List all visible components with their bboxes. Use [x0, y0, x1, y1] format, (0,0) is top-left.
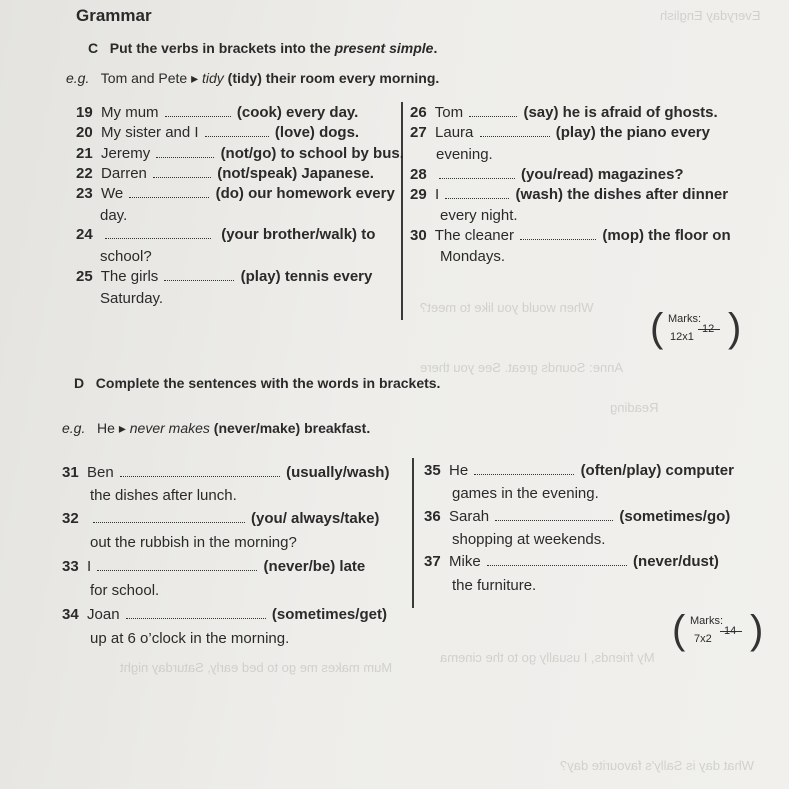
section-c-example: [66, 70, 439, 87]
exercise-item: 33 I (never/be) late: [62, 558, 366, 575]
arrow-icon: ▸: [118, 420, 126, 436]
answer-blank[interactable]: [93, 512, 245, 523]
answer-blank[interactable]: [129, 187, 209, 198]
bleed-through-text: Reading: [610, 400, 659, 415]
example-rest: (tidy) their room every morning.: [223, 70, 440, 86]
answer-blank[interactable]: [520, 229, 596, 240]
exercise-item: 24 (your brother/walk) to: [76, 226, 376, 243]
column-divider: [412, 458, 414, 608]
exercise-item: 22 Darren (not/speak) Japanese.: [76, 165, 374, 182]
exercise-item: 36 Sarah (sometimes/go): [424, 508, 731, 525]
section-d-example: [62, 420, 370, 437]
exercise-item: 20 My sister and I (love) dogs.: [76, 124, 360, 141]
section-c-instruction: [88, 40, 437, 56]
exercise-item-cont: every night.: [440, 207, 518, 224]
bracket-left-icon: (: [650, 306, 664, 350]
exercise-item-cont: Mondays.: [440, 248, 506, 265]
bleed-through-text: What day is Sally's favourite day?: [560, 758, 754, 773]
section-title: Grammar: [76, 6, 152, 25]
exercise-item: 26 Tom (say) he is afraid of ghosts.: [410, 104, 718, 121]
answer-blank[interactable]: [120, 466, 280, 477]
column-divider: [401, 102, 403, 320]
exercise-item: 29 I (wash) the dishes after dinner: [410, 186, 729, 203]
answer-blank[interactable]: [97, 560, 257, 571]
arrow-icon: ▸: [191, 70, 199, 86]
exercise-item-cont: games in the evening.: [452, 485, 599, 502]
answer-blank[interactable]: [480, 126, 550, 137]
section-c-letter: C: [88, 40, 99, 56]
exercise-item-cont: shopping at weekends.: [452, 531, 606, 548]
exercise-item-cont: day.: [100, 207, 128, 224]
answer-blank[interactable]: [126, 608, 266, 619]
answer-blank[interactable]: [439, 168, 515, 179]
exercise-item-cont: Saturday.: [100, 290, 164, 307]
exercise-item: 23 We (do) our homework every: [76, 185, 395, 202]
bleed-through-text: Anne: Sounds great. See you there: [420, 360, 624, 375]
exercise-item: 28 (you/read) magazines?: [410, 166, 684, 183]
answer-blank[interactable]: [469, 106, 517, 117]
example-subject: Tom and Pete: [100, 70, 192, 86]
marks-total: 12: [702, 323, 715, 335]
marks-total: 14: [724, 625, 737, 637]
bracket-right-icon: ): [750, 608, 764, 652]
marks-calc: 7x2: [694, 633, 712, 645]
answer-blank[interactable]: [164, 270, 234, 281]
answer-blank[interactable]: [474, 464, 574, 475]
marks-box-c: [650, 306, 742, 350]
answer-blank[interactable]: [205, 126, 269, 137]
exercise-item: 37 Mike (never/dust): [424, 553, 719, 570]
exercise-item: 30 The cleaner (mop) the floor on: [410, 227, 731, 244]
marks-label: Marks:: [668, 313, 701, 325]
bracket-right-icon: ): [728, 306, 742, 350]
section-c-tense: present simple: [334, 40, 434, 56]
example-label: e.g.: [66, 70, 90, 86]
answer-blank[interactable]: [445, 188, 509, 199]
example-label: e.g.: [62, 420, 86, 436]
exercise-item-cont: for school.: [90, 582, 160, 599]
example-answer: tidy: [198, 70, 224, 86]
bracket-left-icon: (: [672, 608, 686, 652]
exercise-item-cont: up at 6 o’clock in the morning.: [90, 630, 290, 647]
exercise-item: 19 My mum (cook) every day.: [76, 104, 359, 121]
answer-blank[interactable]: [495, 510, 613, 521]
exercise-item-cont: the dishes after lunch.: [90, 487, 237, 504]
exercise-item: 31 Ben (usually/wash): [62, 464, 390, 481]
exercise-item-cont: out the rubbish in the morning?: [90, 534, 297, 551]
marks-box-d: [672, 608, 764, 652]
section-c-instruction-end: .: [433, 40, 438, 56]
answer-blank[interactable]: [153, 167, 211, 178]
bleed-through-text: My friends, I usually go to the cinema: [440, 650, 655, 665]
exercise-item: 32 (you/ always/take): [62, 510, 380, 527]
exercise-item: 25 The girls (play) tennis every: [76, 268, 373, 285]
exercise-item: 35 He (often/play) computer: [424, 462, 734, 479]
answer-blank[interactable]: [487, 555, 627, 566]
answer-blank[interactable]: [165, 106, 231, 117]
example-answer: never makes: [125, 420, 210, 436]
section-d-instruction-text: Complete the sentences with the words in brackets.: [95, 375, 441, 391]
bleed-through-text: Everyday English: [660, 8, 761, 23]
exercise-item-cont: school?: [100, 248, 152, 265]
example-subject: He: [97, 420, 119, 436]
exercise-item-cont: the furniture.: [452, 577, 537, 594]
bleed-through-text: Mum makes me go to bed early, Saturday night: [120, 660, 393, 675]
answer-blank[interactable]: [156, 147, 214, 158]
example-rest: (never/make) breakfast.: [209, 420, 371, 436]
marks-label: Marks:: [690, 615, 723, 627]
marks-calc: 12x1: [670, 331, 694, 343]
section-d-instruction: [74, 375, 440, 391]
exercise-item: 34 Joan (sometimes/get): [62, 606, 387, 623]
section-c-instruction-text: Put the verbs in brackets into the: [109, 40, 335, 56]
exercise-item-cont: evening.: [436, 146, 493, 163]
exercise-item: 21 Jeremy (not/go) to school by bus.: [76, 145, 404, 162]
exercise-item: 27 Laura (play) the piano every: [410, 124, 710, 141]
section-d-letter: D: [74, 375, 85, 391]
answer-blank[interactable]: [105, 228, 211, 239]
bleed-through-text: When would you like to meet?: [420, 300, 594, 315]
